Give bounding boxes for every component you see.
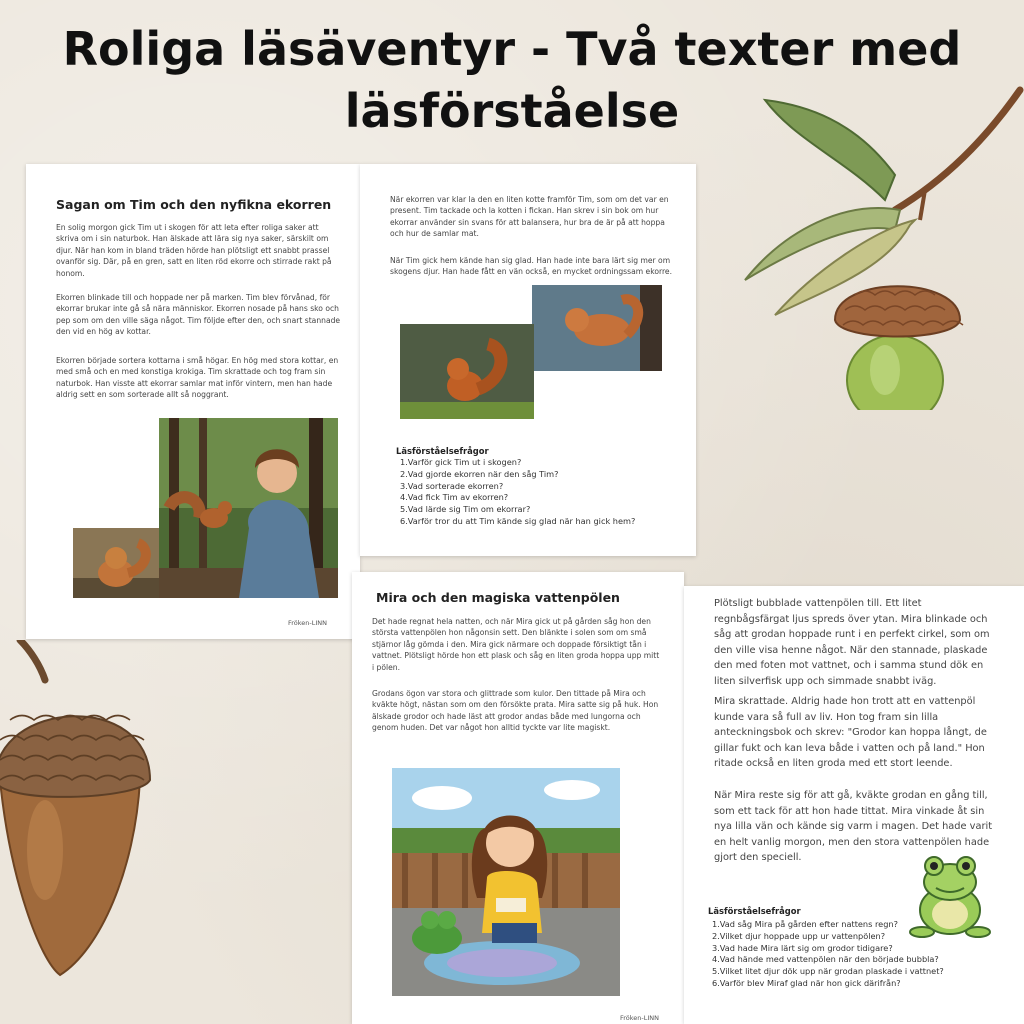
- question-item: 1.Varför gick Tim ut i skogen?: [400, 457, 522, 467]
- squirrel-small-image: [73, 528, 159, 598]
- squirrel-on-tree-image: [532, 285, 662, 371]
- squirrel-on-moss-image: [400, 324, 534, 419]
- story1-footer: Fröken-LINN: [288, 619, 328, 627]
- story2-page-1: [352, 572, 684, 1024]
- story2-questions-list: [712, 919, 944, 990]
- story2-page-2: [684, 586, 1024, 1024]
- story1-questions-list: [400, 457, 635, 528]
- question-item: 5.Vilket litet djur dök upp när grodan plaskade i vattnet?: [712, 966, 944, 977]
- girl-with-frog-image: [392, 768, 620, 996]
- story2-continuation-1: Plötsligt bubblade vattenpölen till. Ett litet regnbågsfärgat ljus spreds över ytan. Mira blinkade och såg att grodan hoppade runt i en perfekt cirkel, som om den ville visa henne något. När den stannade, plaskade den med foten mot vattnet, och i samma stund dök en liten silverfisk upp och simmade snabbt iväg.: [714, 598, 990, 687]
- question-item: 4.Vad fick Tim av ekorren?: [400, 492, 509, 503]
- story1-continuation-1: När ekorren var klar la den en liten kotte framför Tim, som om det var en present. Tim tackade och la kotten i fickan. Han skrev i sin bok om hur ekorrar använder sin svans för att balansera, hur bra de är på att hoppa och hur de samlar mat.: [390, 195, 669, 239]
- question-item: 5.Vad lärde sig Tim om ekorrar?: [400, 504, 531, 515]
- title-line-1: Roliga läsäventyr - Två texter med: [62, 22, 962, 76]
- title-line-2: läsförståelse: [344, 84, 680, 138]
- question-item: 2.Vad gjorde ekorren när den såg Tim?: [400, 468, 559, 479]
- story2-heading: Mira och den magiska vattenpölen: [376, 590, 620, 605]
- boy-with-squirrel-image: [159, 418, 338, 598]
- question-item: 2.Vilket djur hoppade upp ur vattenpölen?: [712, 930, 886, 941]
- story2-continuation-2: Mira skrattade. Aldrig hade hon trott att en vattenpöl kunde vara så full av liv. Hon tog fram sin lilla anteckningsbok och skrev: "Grodor kan hoppa långt, de gillar fukt och kan leva både i vatten och på land." Hon ritade också en liten groda med ett stort leende.: [714, 696, 987, 770]
- story2-paragraph-1: Det hade regnat hela natten, och när Mira gick ut på gården såg hon den största vattenpölen hon någonsin sett. Den blänkte i solen som om små stjärnor låg gömda i den. Mira gick närmare och doppade försiktigt tån i vattnet. Plötsligt hörde hon ett plask och såg en liten groda hoppa upp mitt i pölen.: [372, 617, 660, 672]
- question-item: 3.Vad sorterade ekorren?: [400, 480, 504, 491]
- story1-paragraph-3: Ekorren började sortera kottarna i små högar. En hög med stora kottar, en med små och en med konstiga krokiga. Tim skrattade och tog fram sin naturbok. Han visste att ekorrar samlar mat inför vintern, men han hade aldrig sett en som sorterade allt så noggrant.: [56, 356, 339, 400]
- story2-continuation-3: När Mira reste sig för att gå, kväkte grodan en gång till, som ett tack för att hon hade tittat. Mira vinkade åt sin nya lilla vän och kände sig varm i magen. Det hade varit en helt vanlig morgon, men den stora vattenpölen hade gjort den speciell.: [714, 790, 993, 864]
- story2-paragraph-2: Grodans ögon var stora och glittrade som kulor. Den tittade på Mira och kväkte högt, nästan som om den försökte prata. Mira satte sig på huk. Hon älskade grodor och hade läst att grodor andas både med lungorna och genom huden. Det var något hon alltid tyckte var lite magiskt.: [372, 689, 659, 733]
- acorn-illustration: [0, 640, 160, 980]
- story1-paragraph-1: En solig morgon gick Tim ut i skogen för att leta efter roliga saker att skriva om i sin naturbok. Han älskade att lära sig nya saker, särskilt om djur. När han kom in bland träden hörde han plötsligt ett snabbt prassel ovanför sig. Där, på en gren, satt en liten röd ekorre och stirrade rakt på honom.: [56, 223, 332, 278]
- story2-questions-title: Läsförståelsefrågor: [708, 906, 801, 916]
- story1-page-1: [26, 164, 360, 639]
- story1-questions-title: Läsförståelsefrågor: [396, 446, 489, 456]
- question-item: 1.Vad såg Mira på gården efter nattens regn?: [712, 919, 898, 929]
- oak-branch-illustration: [735, 80, 1024, 410]
- question-item: 6.Varför blev Miraf glad när hon gick därifrån?: [712, 977, 901, 988]
- story2-footer: Fröken-LINN: [620, 1014, 660, 1022]
- story1-paragraph-2: Ekorren blinkade till och hoppade ner på marken. Tim blev förvånad, för ekorrar brukar inte gå så nära människor. Ekorren nosade på hans sko och pep som om den ville säga något. Tim följde efter den, och snart stannade den vid en hög av kottar.: [56, 293, 341, 337]
- question-item: 3.Vad hade Mira lärt sig om grodor tidigare?: [712, 942, 893, 953]
- story1-continuation-2: När Tim gick hem kände han sig glad. Han hade inte bara lärt sig mer om skogens djur. Han hade fått en vän också, en mycket ordningssam ekorre.: [390, 256, 673, 277]
- story1-page-2: [360, 164, 696, 556]
- question-item: 6.Varför tror du att Tim kände sig glad när han gick hem?: [400, 515, 636, 526]
- story1-heading: Sagan om Tim och den nyfikna ekorren: [56, 197, 332, 212]
- question-item: 4.Vad hände med vattenpölen när den började bubbla?: [712, 954, 939, 965]
